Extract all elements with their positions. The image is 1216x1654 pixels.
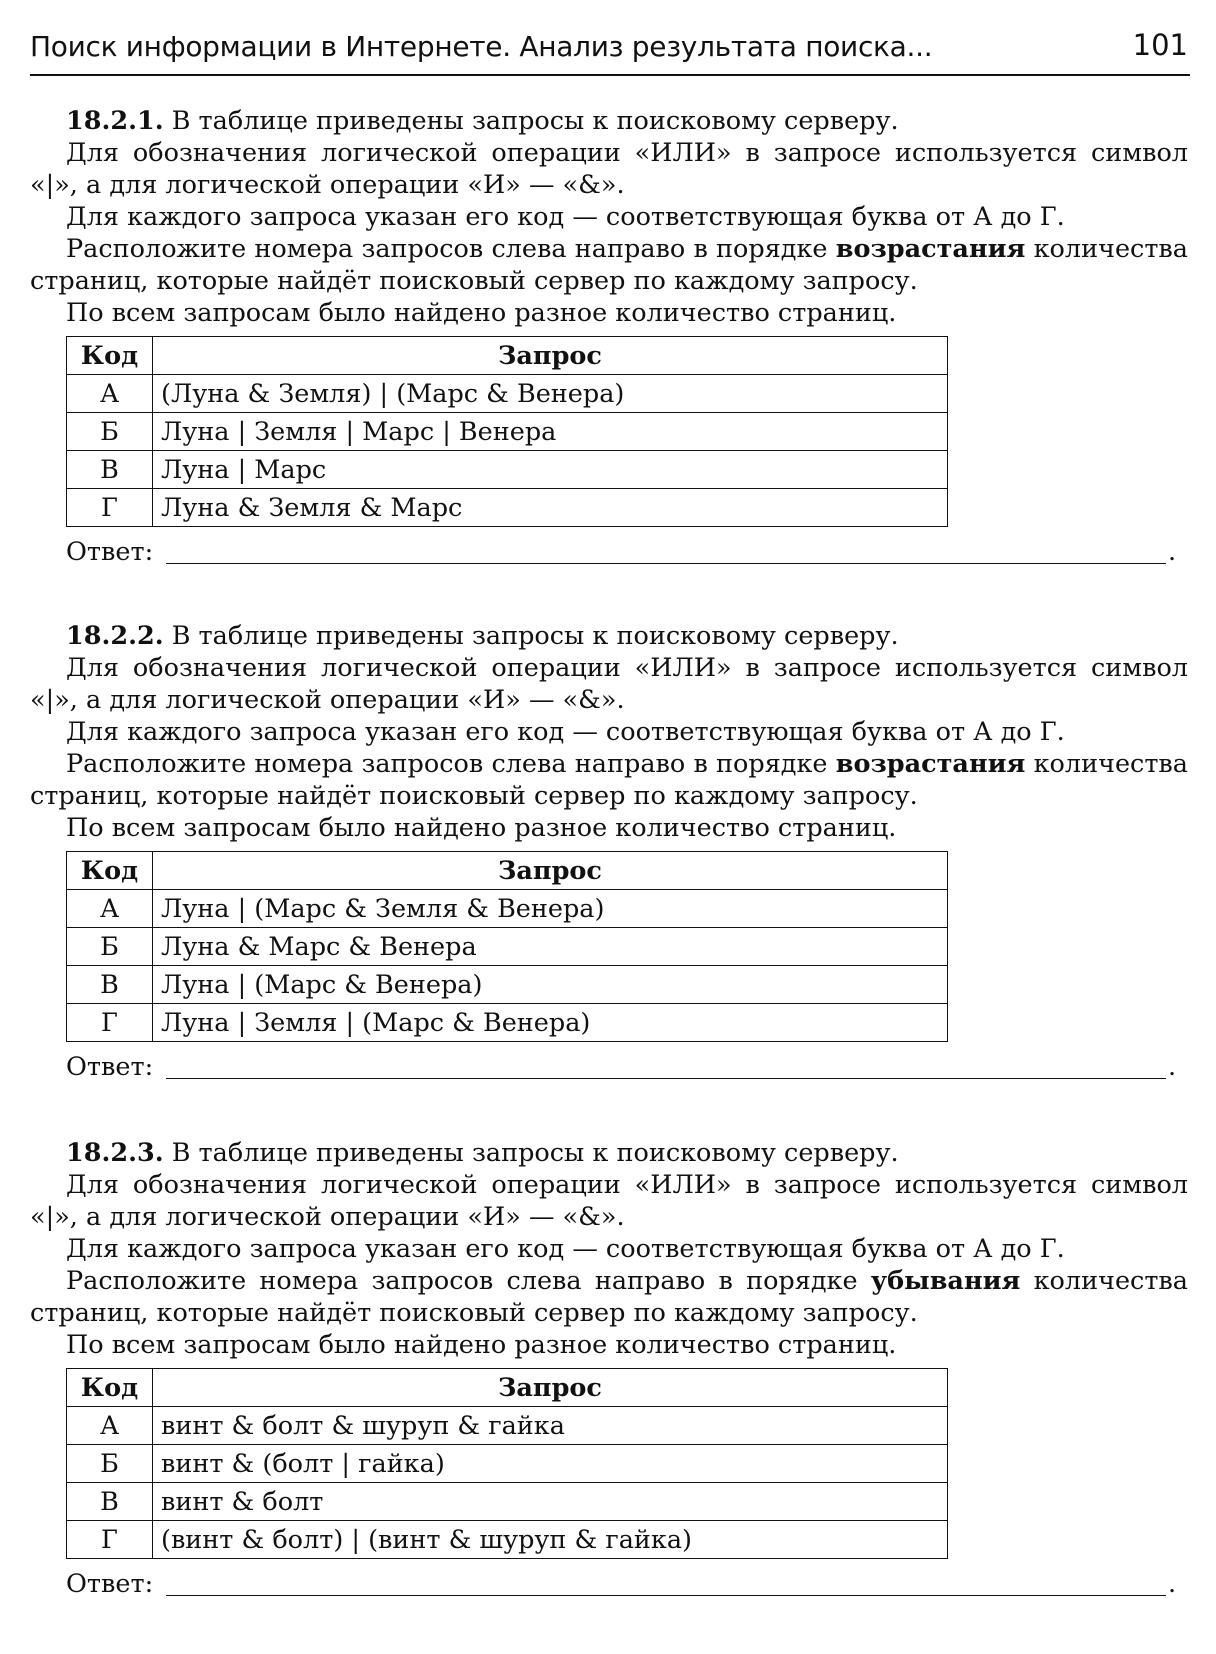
row-query: винт & болт & шуруп & гайка	[153, 1407, 948, 1445]
column-header-code: Код	[67, 1369, 153, 1407]
problem-intro-text: В таблице приведены запросы к поисковому серверу.	[163, 1138, 899, 1168]
column-header-query: Запрос	[153, 852, 948, 890]
problem-18-2-2	[30, 620, 1188, 1084]
table-header-row	[67, 337, 948, 375]
queries-table	[66, 336, 948, 527]
order-text-after: количества страниц, которые найдёт поисковый сервер по каждому запросу.	[30, 749, 1188, 811]
column-header-query: Запрос	[153, 1369, 948, 1407]
order-keyword: убывания	[870, 1266, 1021, 1296]
column-header-query: Запрос	[153, 337, 948, 375]
table-row	[67, 413, 948, 451]
row-code: А	[67, 375, 153, 413]
table-row	[67, 890, 948, 928]
answer-label: Ответ:	[66, 1569, 154, 1599]
order-keyword: возрастания	[835, 749, 1026, 779]
order-instruction	[30, 233, 1188, 297]
answer-end-dot: .	[1168, 537, 1177, 567]
row-code: Г	[67, 489, 153, 527]
answer-blank[interactable]	[166, 563, 1166, 564]
answer-end-dot: .	[1168, 1052, 1177, 1082]
order-instruction	[30, 748, 1188, 812]
code-note-text: Для каждого запроса указан его код — соответствующая буква от А до Г.	[66, 202, 1065, 232]
table-row	[67, 966, 948, 1004]
row-query: Луна | (Марс & Венера)	[153, 966, 948, 1004]
row-code: В	[67, 451, 153, 489]
table-header-row	[67, 1369, 948, 1407]
problem-18-2-1	[30, 105, 1188, 569]
row-code: Б	[67, 1445, 153, 1483]
notation-text: Для обозначения логической операции «ИЛИ» в запросе используется символ «|», а для логической операции «И» — «&».	[30, 138, 1188, 200]
table-row	[67, 375, 948, 413]
answer-label: Ответ:	[66, 1052, 154, 1082]
order-text-after: количества страниц, которые найдёт поисковый сервер по каждому запросу.	[30, 234, 1188, 296]
row-code: Б	[67, 928, 153, 966]
row-code: Г	[67, 1521, 153, 1559]
row-query: Луна | Марс	[153, 451, 948, 489]
row-code: В	[67, 1483, 153, 1521]
order-text-after: количества страниц, которые найдёт поисковый сервер по каждому запросу.	[30, 1266, 1188, 1328]
problem-number: 18.2.1.	[66, 106, 164, 136]
row-code: А	[67, 1407, 153, 1445]
row-code: В	[67, 966, 153, 1004]
problem-number: 18.2.2.	[66, 621, 164, 651]
table-header-row	[67, 852, 948, 890]
order-text-before: Расположите номера запросов слева направо в порядке	[66, 749, 836, 779]
answer-blank[interactable]	[166, 1595, 1166, 1596]
table-row	[67, 1407, 948, 1445]
different-count-text: По всем запросам было найдено разное количество страниц.	[66, 298, 897, 328]
row-query: винт & (болт | гайка)	[153, 1445, 948, 1483]
answer-blank[interactable]	[166, 1078, 1166, 1079]
problem-intro-text: В таблице приведены запросы к поисковому серверу.	[163, 621, 899, 651]
row-query: Луна | Земля | Марс | Венера	[153, 413, 948, 451]
row-query: Луна & Земля & Марс	[153, 489, 948, 527]
page-number: 101	[1132, 28, 1188, 62]
code-note-text: Для каждого запроса указан его код — соответствующая буква от А до Г.	[66, 717, 1065, 747]
different-count-text: По всем запросам было найдено разное количество страниц.	[66, 1330, 897, 1360]
notation-text: Для обозначения логической операции «ИЛИ» в запросе используется символ «|», а для логической операции «И» — «&».	[30, 1170, 1188, 1232]
table-row	[67, 1004, 948, 1042]
row-query: (винт & болт) | (винт & шуруп & гайка)	[153, 1521, 948, 1559]
header-title: Поиск информации в Интернете. Анализ результата поиска...	[30, 30, 933, 63]
running-header	[30, 24, 1190, 76]
row-query: Луна & Марс & Венера	[153, 928, 948, 966]
problem-intro	[30, 620, 1188, 652]
order-keyword: возрастания	[835, 234, 1026, 264]
code-note-text: Для каждого запроса указан его код — соответствующая буква от А до Г.	[66, 1234, 1065, 1264]
problem-18-2-3	[30, 1137, 1188, 1601]
order-text-before: Расположите номера запросов слева направо в порядке	[66, 234, 836, 264]
problem-intro-text: В таблице приведены запросы к поисковому серверу.	[163, 106, 899, 136]
problem-intro	[30, 105, 1188, 137]
queries-table	[66, 851, 948, 1042]
queries-table	[66, 1368, 948, 1559]
answer-line	[66, 535, 1188, 569]
order-instruction	[30, 1265, 1188, 1329]
table-row	[67, 1483, 948, 1521]
row-code: Г	[67, 1004, 153, 1042]
answer-line	[66, 1050, 1188, 1084]
order-text-before: Расположите номера запросов слева направо в порядке	[66, 1266, 871, 1296]
column-header-code: Код	[67, 337, 153, 375]
table-row	[67, 451, 948, 489]
row-code: А	[67, 890, 153, 928]
column-header-code: Код	[67, 852, 153, 890]
notation-text: Для обозначения логической операции «ИЛИ» в запросе используется символ «|», а для логической операции «И» — «&».	[30, 653, 1188, 715]
row-query: (Луна & Земля) | (Марс & Венера)	[153, 375, 948, 413]
table-row	[67, 1445, 948, 1483]
row-code: Б	[67, 413, 153, 451]
row-query: Луна | (Марс & Земля & Венера)	[153, 890, 948, 928]
answer-line	[66, 1567, 1188, 1601]
table-row	[67, 489, 948, 527]
table-row	[67, 928, 948, 966]
different-count-text: По всем запросам было найдено разное количество страниц.	[66, 813, 897, 843]
problem-intro	[30, 1137, 1188, 1169]
row-query: винт & болт	[153, 1483, 948, 1521]
answer-end-dot: .	[1168, 1569, 1177, 1599]
problem-number: 18.2.3.	[66, 1138, 164, 1168]
table-row	[67, 1521, 948, 1559]
answer-label: Ответ:	[66, 537, 154, 567]
row-query: Луна | Земля | (Марс & Венера)	[153, 1004, 948, 1042]
